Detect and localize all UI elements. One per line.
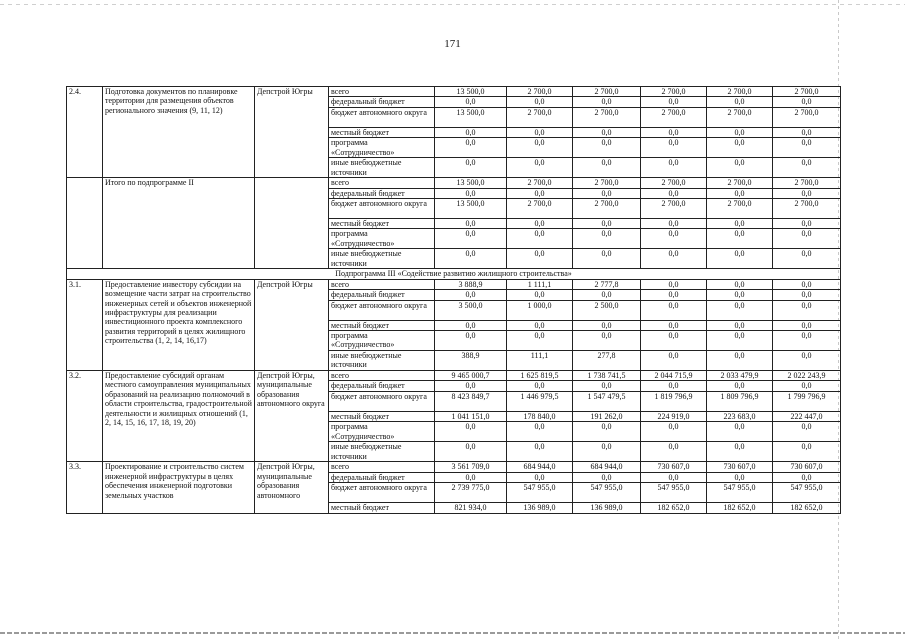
total-value: 821 934,0	[435, 503, 507, 513]
year-value: 0,0	[507, 158, 573, 178]
total-value: 0,0	[435, 320, 507, 330]
funding-source: бюджет автономного округа	[329, 199, 435, 219]
funding-source: иные внебюджетные источники	[329, 351, 435, 371]
year-value: 0,0	[707, 331, 773, 351]
total-value: 0,0	[435, 188, 507, 198]
year-value: 0,0	[707, 158, 773, 178]
year-value: 0,0	[773, 138, 841, 158]
year-value: 0,0	[773, 127, 841, 137]
year-value: 684 944,0	[507, 462, 573, 472]
year-value: 0,0	[707, 279, 773, 289]
year-value: 0,0	[773, 188, 841, 198]
activity-name: Проектирование и строительство систем инженерной инфраструктуры в целях обеспечения инженерной подготовки земельных участков	[103, 462, 255, 513]
year-value: 0,0	[573, 422, 641, 442]
executor: Депстрой Югры	[255, 279, 329, 370]
year-value: 0,0	[773, 249, 841, 269]
year-value: 0,0	[773, 219, 841, 229]
year-value: 0,0	[507, 381, 573, 391]
year-value: 0,0	[641, 249, 707, 269]
total-value: 0,0	[435, 290, 507, 300]
total-value: 3 888,9	[435, 279, 507, 289]
funding-source: всего	[329, 87, 435, 97]
year-value: 0,0	[507, 422, 573, 442]
funding-source: иные внебюджетные источники	[329, 442, 435, 462]
year-value: 182 652,0	[641, 503, 707, 513]
funding-source: программа «Сотрудничество»	[329, 138, 435, 158]
total-value: 3 561 709,0	[435, 462, 507, 472]
year-value: 0,0	[773, 290, 841, 300]
year-value: 0,0	[773, 472, 841, 482]
year-value: 0,0	[707, 290, 773, 300]
year-value: 182 652,0	[773, 503, 841, 513]
year-value: 2 700,0	[573, 178, 641, 188]
year-value: 730 607,0	[707, 462, 773, 472]
year-value: 2 700,0	[507, 178, 573, 188]
year-value: 191 262,0	[573, 411, 641, 421]
year-value: 1 738 741,5	[573, 371, 641, 381]
year-value: 0,0	[707, 300, 773, 320]
year-value: 2 500,0	[573, 300, 641, 320]
year-value: 0,0	[641, 279, 707, 289]
year-value: 182 652,0	[707, 503, 773, 513]
subprogram-header-row	[67, 269, 841, 279]
year-value: 0,0	[773, 279, 841, 289]
year-value: 0,0	[707, 138, 773, 158]
year-value: 2 700,0	[573, 107, 641, 127]
executor	[255, 178, 329, 269]
year-value: 0,0	[707, 249, 773, 269]
year-value: 2 777,8	[573, 279, 641, 289]
year-value: 136 989,0	[573, 503, 641, 513]
year-value: 0,0	[573, 138, 641, 158]
year-value: 0,0	[707, 422, 773, 442]
year-value: 0,0	[773, 158, 841, 178]
year-value: 0,0	[773, 351, 841, 371]
year-value: 2 700,0	[707, 107, 773, 127]
funding-source: всего	[329, 371, 435, 381]
year-value: 111,1	[507, 351, 573, 371]
total-value: 0,0	[435, 138, 507, 158]
funding-source: федеральный бюджет	[329, 381, 435, 391]
year-value: 0,0	[507, 249, 573, 269]
executor: Депстрой Югры	[255, 87, 329, 178]
year-value: 0,0	[573, 188, 641, 198]
year-value: 0,0	[641, 300, 707, 320]
year-value: 0,0	[573, 127, 641, 137]
table-row	[67, 371, 841, 381]
total-value: 3 500,0	[435, 300, 507, 320]
executor: Депстрой Югры, муниципальные образования автономного округа	[255, 371, 329, 462]
year-value: 0,0	[507, 442, 573, 462]
year-value: 0,0	[573, 249, 641, 269]
year-value: 0,0	[641, 219, 707, 229]
total-value: 9 465 000,7	[435, 371, 507, 381]
year-value: 0,0	[573, 472, 641, 482]
year-value: 2 022 243,9	[773, 371, 841, 381]
funding-source: бюджет автономного округа	[329, 300, 435, 320]
funding-source: всего	[329, 279, 435, 289]
year-value: 0,0	[707, 188, 773, 198]
year-value: 0,0	[507, 97, 573, 107]
year-value: 0,0	[507, 320, 573, 330]
funding-source: федеральный бюджет	[329, 290, 435, 300]
funding-source: иные внебюджетные источники	[329, 158, 435, 178]
year-value: 0,0	[707, 472, 773, 482]
funding-source: программа «Сотрудничество»	[329, 422, 435, 442]
subprogram-title: Подпрограмма III «Содействие развитию жилищного строительства»	[67, 269, 841, 279]
year-value: 0,0	[707, 127, 773, 137]
total-value: 0,0	[435, 442, 507, 462]
year-value: 0,0	[507, 188, 573, 198]
funding-source: местный бюджет	[329, 411, 435, 421]
year-value: 2 700,0	[773, 178, 841, 188]
year-value: 224 919,0	[641, 411, 707, 421]
year-value: 136 989,0	[507, 503, 573, 513]
activity-name: Предоставление субсидий органам местного самоуправления муниципальных образований на реализацию полномочий в области строительства, градостроительной деятельности и жилищных отношений (1, 2, 14, 15, 16, 17, 18, 19, 20)	[103, 371, 255, 462]
year-value: 222 447,0	[773, 411, 841, 421]
total-value: 1 041 151,0	[435, 411, 507, 421]
total-value: 0,0	[435, 219, 507, 229]
year-value: 0,0	[641, 351, 707, 371]
year-value: 1 625 819,5	[507, 371, 573, 381]
activity-name: Предоставление инвестору субсидии на возмещение части затрат на строительство инженерных сетей и объектов инженерной инфраструктуры для реализации инвестиционного проекта комплексного развития территорий в целях жилищного строительства (1, 2, 14, 16,17)	[103, 279, 255, 370]
item-number: 3.3.	[67, 462, 103, 513]
year-value: 2 700,0	[573, 87, 641, 97]
year-value: 0,0	[641, 97, 707, 107]
year-value: 2 700,0	[507, 107, 573, 127]
year-value: 0,0	[641, 290, 707, 300]
funding-source: иные внебюджетные источники	[329, 249, 435, 269]
item-number: 3.2.	[67, 371, 103, 462]
year-value: 0,0	[641, 442, 707, 462]
funding-source: местный бюджет	[329, 127, 435, 137]
funding-source: местный бюджет	[329, 219, 435, 229]
year-value: 0,0	[507, 472, 573, 482]
year-value: 0,0	[773, 229, 841, 249]
total-value: 0,0	[435, 127, 507, 137]
year-value: 0,0	[507, 229, 573, 249]
item-number	[67, 178, 103, 269]
total-value: 0,0	[435, 381, 507, 391]
total-value: 0,0	[435, 331, 507, 351]
year-value: 547 955,0	[507, 483, 573, 503]
funding-source: федеральный бюджет	[329, 97, 435, 107]
funding-source: всего	[329, 462, 435, 472]
funding-source: местный бюджет	[329, 320, 435, 330]
year-value: 0,0	[507, 138, 573, 158]
table-row	[67, 279, 841, 289]
total-value: 0,0	[435, 229, 507, 249]
year-value: 2 700,0	[573, 199, 641, 219]
total-value: 13 500,0	[435, 199, 507, 219]
year-value: 1 819 796,9	[641, 391, 707, 411]
year-value: 2 700,0	[773, 87, 841, 97]
item-number: 2.4.	[67, 87, 103, 178]
total-value: 0,0	[435, 158, 507, 178]
year-value: 0,0	[707, 97, 773, 107]
year-value: 0,0	[507, 127, 573, 137]
year-value: 0,0	[773, 97, 841, 107]
year-value: 223 683,0	[707, 411, 773, 421]
year-value: 0,0	[573, 442, 641, 462]
year-value: 1 446 979,5	[507, 391, 573, 411]
year-value: 547 955,0	[707, 483, 773, 503]
year-value: 0,0	[641, 381, 707, 391]
funding-source: федеральный бюджет	[329, 188, 435, 198]
year-value: 277,8	[573, 351, 641, 371]
year-value: 2 700,0	[773, 199, 841, 219]
year-value: 0,0	[773, 331, 841, 351]
year-value: 0,0	[641, 320, 707, 330]
year-value: 547 955,0	[573, 483, 641, 503]
year-value: 0,0	[707, 229, 773, 249]
year-value: 0,0	[641, 188, 707, 198]
funding-source: программа «Сотрудничество»	[329, 229, 435, 249]
total-value: 388,9	[435, 351, 507, 371]
year-value: 1 111,1	[507, 279, 573, 289]
year-value: 0,0	[773, 381, 841, 391]
total-value: 13 500,0	[435, 107, 507, 127]
item-number: 3.1.	[67, 279, 103, 370]
year-value: 730 607,0	[641, 462, 707, 472]
year-value: 0,0	[641, 229, 707, 249]
year-value: 2 700,0	[641, 178, 707, 188]
year-value: 2 700,0	[641, 87, 707, 97]
year-value: 0,0	[773, 300, 841, 320]
year-value: 0,0	[641, 127, 707, 137]
year-value: 2 700,0	[707, 87, 773, 97]
year-value: 0,0	[773, 422, 841, 442]
year-value: 0,0	[573, 219, 641, 229]
year-value: 2 700,0	[707, 199, 773, 219]
year-value: 0,0	[507, 290, 573, 300]
year-value: 1 547 479,5	[573, 391, 641, 411]
year-value: 1 809 796,9	[707, 391, 773, 411]
activity-name: Итого по подпрограмме II	[103, 178, 255, 269]
year-value: 2 044 715,9	[641, 371, 707, 381]
year-value: 0,0	[707, 381, 773, 391]
year-value: 0,0	[773, 442, 841, 462]
year-value: 0,0	[573, 320, 641, 330]
scan-bottom-edge	[0, 632, 905, 634]
funding-source: местный бюджет	[329, 503, 435, 513]
year-value: 547 955,0	[641, 483, 707, 503]
year-value: 547 955,0	[773, 483, 841, 503]
year-value: 0,0	[641, 472, 707, 482]
year-value: 0,0	[707, 219, 773, 229]
funding-source: бюджет автономного округа	[329, 391, 435, 411]
table-row	[67, 462, 841, 472]
year-value: 1 799 796,9	[773, 391, 841, 411]
total-value: 2 739 775,0	[435, 483, 507, 503]
activity-name: Подготовка документов по планировке территории для размещения объектов регионального значения (9, 11, 12)	[103, 87, 255, 178]
year-value: 2 033 479,9	[707, 371, 773, 381]
year-value: 730 607,0	[773, 462, 841, 472]
year-value: 0,0	[573, 158, 641, 178]
budget-table	[66, 86, 841, 514]
year-value: 2 700,0	[507, 199, 573, 219]
year-value: 2 700,0	[641, 107, 707, 127]
year-value: 0,0	[573, 229, 641, 249]
year-value: 2 700,0	[707, 178, 773, 188]
year-value: 0,0	[707, 442, 773, 462]
year-value: 0,0	[507, 219, 573, 229]
year-value: 0,0	[507, 331, 573, 351]
total-value: 0,0	[435, 422, 507, 442]
funding-source: бюджет автономного округа	[329, 107, 435, 127]
funding-source: федеральный бюджет	[329, 472, 435, 482]
year-value: 2 700,0	[773, 107, 841, 127]
year-value: 178 840,0	[507, 411, 573, 421]
year-value: 684 944,0	[573, 462, 641, 472]
total-value: 0,0	[435, 249, 507, 269]
funding-source: бюджет автономного округа	[329, 483, 435, 503]
total-value: 0,0	[435, 472, 507, 482]
year-value: 0,0	[773, 320, 841, 330]
table-row	[67, 87, 841, 97]
funding-source: всего	[329, 178, 435, 188]
total-value: 8 423 849,7	[435, 391, 507, 411]
total-value: 13 500,0	[435, 87, 507, 97]
total-value: 0,0	[435, 97, 507, 107]
year-value: 2 700,0	[641, 199, 707, 219]
year-value: 0,0	[573, 381, 641, 391]
scan-top-edge	[0, 4, 905, 5]
year-value: 0,0	[641, 422, 707, 442]
year-value: 2 700,0	[507, 87, 573, 97]
year-value: 0,0	[641, 158, 707, 178]
year-value: 0,0	[641, 331, 707, 351]
year-value: 0,0	[573, 97, 641, 107]
year-value: 0,0	[707, 351, 773, 371]
executor: Депстрой Югры, муниципальные образования автономного	[255, 462, 329, 513]
year-value: 0,0	[573, 290, 641, 300]
year-value: 0,0	[573, 331, 641, 351]
funding-source: программа «Сотрудничество»	[329, 331, 435, 351]
table-row	[67, 178, 841, 188]
year-value: 1 000,0	[507, 300, 573, 320]
page-number: 171	[444, 38, 461, 50]
year-value: 0,0	[707, 320, 773, 330]
total-value: 13 500,0	[435, 178, 507, 188]
year-value: 0,0	[641, 138, 707, 158]
